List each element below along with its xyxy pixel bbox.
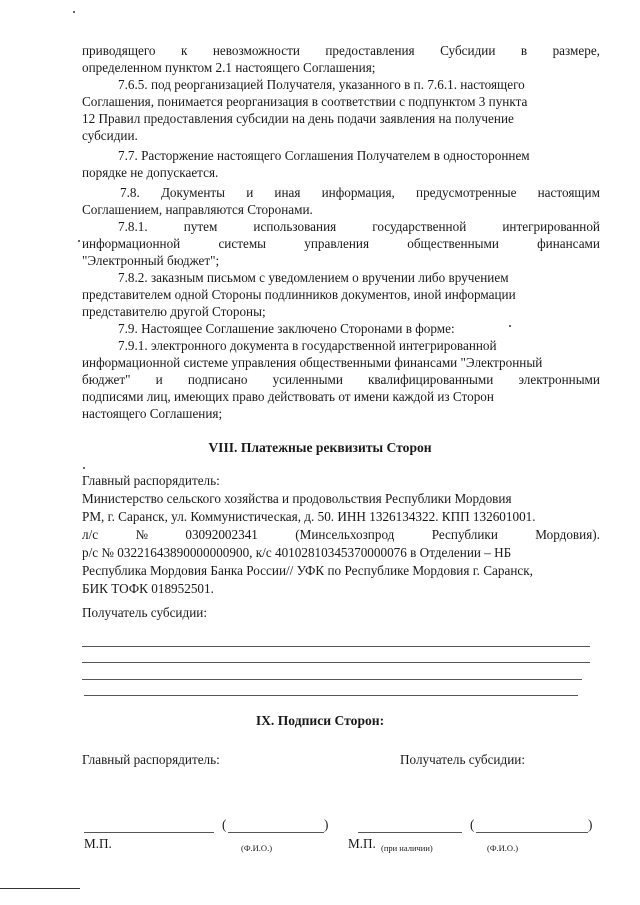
- distributor-label: Главный распорядитель:: [82, 473, 220, 488]
- para-7-8-2-line-1: 7.8.2. заказным письмом с уведомлением о вручении либо вручением: [118, 270, 509, 285]
- recipient-blank-line-3: [82, 679, 582, 680]
- recipient-blank-line-2: [82, 662, 590, 663]
- scan-speck: [78, 240, 80, 242]
- para-7-9-1-line-3: бюджет" и подписано усиленными квалифицированными электронными: [82, 372, 600, 387]
- scan-speck: [73, 11, 75, 13]
- para-7-9-1-line-5: настоящего Соглашения;: [82, 406, 223, 421]
- left-paren-close: ): [324, 817, 329, 832]
- bank-details-line-2: Республика Мордовия Банка России// УФК по Республике Мордовия г. Саранск,: [82, 563, 533, 578]
- scan-speck: [83, 467, 85, 469]
- signature-left-label: Главный распорядитель:: [82, 752, 220, 767]
- recipient-label: Получатель субсидии:: [82, 605, 207, 620]
- ministry-address: РМ, г. Саранск, ул. Коммунистическая, д. 50. ИНН 1326134322. КПП 132601001.: [82, 509, 536, 524]
- para-7-8-1-line-1: 7.8.1. путем использования государственной интегрированной: [118, 219, 600, 234]
- para-7-6-5-line-2: Соглашения, понимается реорганизация в соответствии с подпунктом 3 пункта: [82, 94, 528, 109]
- para-7-7-line-2: порядке не допускается.: [82, 165, 219, 180]
- para-7-6-5-line-3: 12 Правил предоставления субсидии на день подачи заявления на получение: [82, 111, 514, 126]
- para-7-9: 7.9. Настоящее Соглашение заключено Сторонами в форме:: [118, 321, 455, 336]
- para-7-8-2-line-2: представителем одной Стороны подлинников документов, иной информации: [82, 287, 516, 302]
- para-7-7-line-1: 7.7. Расторжение настоящего Соглашения Получателем в одностороннем: [118, 148, 530, 163]
- right-stamp-note: (при наличии): [381, 843, 433, 853]
- left-signature-line: [84, 832, 214, 833]
- section-9-heading: IX. Подписи Сторон:: [255, 713, 385, 728]
- recipient-blank-line-1: [82, 646, 590, 647]
- scan-speck: [509, 325, 511, 327]
- right-paren-open: (: [470, 817, 475, 832]
- para-7-9-1-line-4: подписями лиц, имеющих право действовать от имени каждой из Сторон: [82, 389, 494, 404]
- right-paren-close: ): [588, 817, 593, 832]
- bank-details-line-1: р/с № 03221643890000000900, к/с 40102810345370000076 в Отделении – НБ: [82, 545, 512, 560]
- para-7-8-2-line-3: представителю другой Стороны;: [82, 304, 266, 319]
- para-7-9-1-line-1: 7.9.1. электронного документа в государственной интегрированной: [118, 338, 497, 353]
- para-7-9-1-line-2: информационной системе управления общественными финансами "Электронный: [82, 355, 543, 370]
- para-continuation-line-2: определенном пунктом 2.1 настоящего Соглашения;: [82, 60, 376, 75]
- left-stamp-place: М.П.: [84, 836, 112, 851]
- para-7-8-1-line-2: информационной системы управления общественными финансами: [82, 236, 600, 251]
- recipient-blank-line-4: [84, 695, 578, 696]
- para-7-6-5-line-4: субсидии.: [82, 128, 138, 143]
- bik: БИК ТОФК 018952501.: [82, 581, 214, 596]
- para-7-8-line-2: Соглашением, направляются Сторонами.: [82, 202, 313, 217]
- ministry-name: Министерство сельского хозяйства и продовольствия Республики Мордовия: [82, 491, 512, 506]
- right-stamp-place: М.П.: [348, 836, 376, 851]
- signature-right-label: Получатель субсидии:: [400, 752, 525, 767]
- left-name-line: [228, 832, 324, 833]
- right-signature-line: [358, 832, 462, 833]
- ministry-account: л/с № 03092002341 (Минсельхозпрод Республики Мордовия).: [82, 527, 600, 542]
- para-continuation-line-1: приводящего к невозможности предоставления Субсидии в размере,: [82, 43, 600, 58]
- right-name-line: [476, 832, 588, 833]
- para-7-8-line-1: 7.8. Документы и иная информация, предусмотренные настоящим: [120, 185, 600, 200]
- left-fio-caption: (Ф.И.О.): [241, 843, 273, 853]
- left-paren-open: (: [222, 817, 227, 832]
- footnote-separator: [0, 888, 80, 889]
- section-8-heading: VIII. Платежные реквизиты Сторон: [208, 440, 432, 455]
- para-7-8-1-line-3: "Электронный бюджет";: [82, 253, 220, 268]
- right-fio-caption: (Ф.И.О.): [487, 843, 519, 853]
- para-7-6-5-line-1: 7.6.5. под реорганизацией Получателя, указанного в п. 7.6.1. настоящего: [118, 77, 525, 92]
